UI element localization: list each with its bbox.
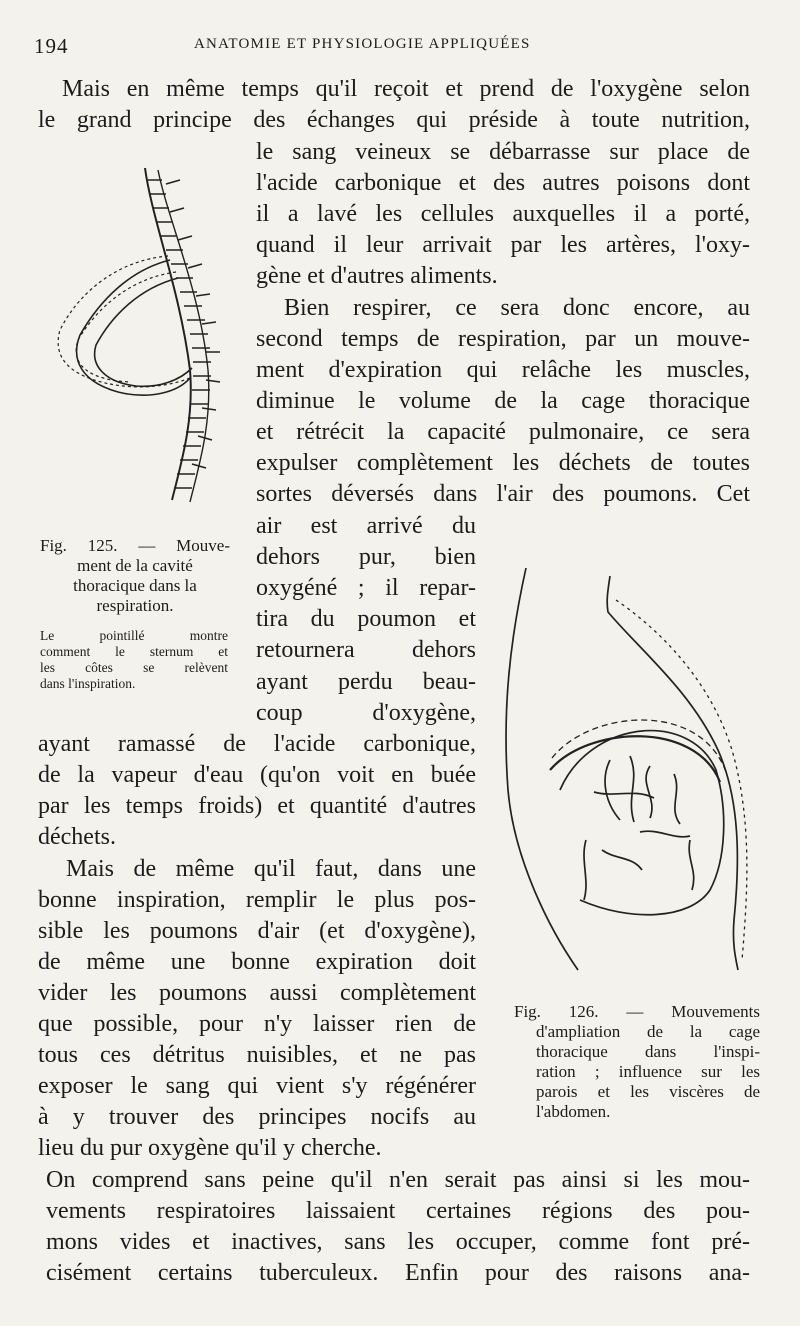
- text-line: le grand principe des échanges qui préside à toute nutrition,: [38, 107, 750, 133]
- caption-line: thoracique dans l'inspi-: [536, 1042, 760, 1061]
- text-line: et rétrécit la capacité pulmonaire, ce sera: [256, 419, 750, 445]
- note-line: dans l'inspiration.: [40, 676, 136, 691]
- text-line: exposer le sang qui vient s'y régénérer: [38, 1073, 476, 1099]
- text-line: quand il leur arrivait par les artères, l'oxy-: [256, 232, 750, 258]
- text-line: Bien respirer, ce sera donc encore, au: [284, 295, 750, 321]
- text-line: de même une bonne expiration doit: [38, 949, 476, 975]
- caption-line: thoracique dans la: [73, 576, 197, 595]
- text-line: mons vides et inactives, sans les occuper, comme font pré-: [46, 1229, 750, 1255]
- caption-line: respiration.: [96, 596, 174, 615]
- caption-line: l'abdomen.: [536, 1102, 611, 1121]
- text-line: On comprend sans peine qu'il n'en serait pas ainsi si les mou-: [46, 1167, 750, 1193]
- caption-line: Fig. 125. — Mouve-: [40, 536, 230, 555]
- text-line: sible les poumons d'air (et d'oxygène),: [38, 918, 476, 944]
- text-line: expulser complètement les déchets de toutes: [256, 450, 750, 476]
- caption-line: parois et les viscères de: [536, 1082, 760, 1101]
- text-line: air est arrivé du: [256, 513, 476, 539]
- running-title: ANATOMIE ET PHYSIOLOGIE APPLIQUÉES: [194, 36, 531, 52]
- figure-125-illustration: [40, 160, 255, 520]
- text-line: dehors pur, bien: [256, 544, 476, 570]
- caption-line: ration ; influence sur les: [536, 1062, 760, 1081]
- text-line: gène et d'autres aliments.: [256, 263, 498, 289]
- text-line: par les temps froids) et quantité d'autres: [38, 793, 476, 819]
- text-line: second temps de respiration, par un mouve-: [256, 326, 750, 352]
- text-line: ayant perdu beau-: [256, 669, 476, 695]
- figure-126-illustration: [490, 560, 770, 980]
- text-line: retournera dehors: [256, 637, 476, 663]
- text-line: cisément certains tuberculeux. Enfin pour des raisons ana-: [46, 1260, 750, 1286]
- text-line: diminue le volume de la cage thoracique: [256, 388, 750, 414]
- text-line: déchets.: [38, 824, 116, 850]
- text-line: tira du poumon et: [256, 606, 476, 632]
- note-line: comment le sternum et: [40, 644, 228, 659]
- page-header: [0, 28, 800, 58]
- note-line: les côtes se relèvent: [40, 660, 228, 675]
- note-line: Le pointillé montre: [40, 628, 228, 643]
- text-line: il a lavé les cellules auxquelles il a porté,: [256, 201, 750, 227]
- text-line: vements respiratoires laissaient certaines régions des pou-: [46, 1198, 750, 1224]
- text-line: Mais de même qu'il faut, dans une: [66, 856, 476, 882]
- caption-line: ment de la cavité: [77, 556, 193, 575]
- text-line: ment d'expiration qui relâche les muscles,: [256, 357, 750, 383]
- figure-125-note: [40, 628, 228, 692]
- text-line: vider les poumons aussi complètement: [38, 980, 476, 1006]
- figure-126-caption: [514, 1002, 760, 1122]
- text-line: sortes déversés dans l'air des poumons. Cet: [256, 481, 750, 507]
- caption-line: Fig. 126. — Mouvements: [514, 1002, 760, 1021]
- text-line: que possible, pour n'y laisser rien de: [38, 1011, 476, 1037]
- text-line: tous ces détritus nuisibles, et ne pas: [38, 1042, 476, 1068]
- page-number: 194: [34, 34, 69, 58]
- figure-125-drawing: [40, 160, 255, 520]
- text-line: l'acide carbonique et des autres poisons dont: [256, 170, 750, 196]
- caption-line: d'ampliation de la cage: [536, 1022, 760, 1041]
- text-line: Mais en même temps qu'il reçoit et prend de l'oxygène selon: [62, 76, 750, 102]
- text-line: ayant ramassé de l'acide carbonique,: [38, 731, 476, 757]
- text-line: coup d'oxygène,: [256, 700, 476, 726]
- text-line: le sang veineux se débarrasse sur place de: [256, 139, 750, 165]
- text-line: oxygéné ; il repar-: [256, 575, 476, 601]
- text-line: de la vapeur d'eau (qu'on voit en buée: [38, 762, 476, 788]
- figure-126-drawing: [490, 560, 770, 980]
- figure-125-caption: [40, 536, 230, 616]
- text-line: lieu du pur oxygène qu'il y cherche.: [38, 1135, 382, 1161]
- text-line: bonne inspiration, remplir le plus pos-: [38, 887, 476, 913]
- text-line: à y trouver des principes nocifs au: [38, 1104, 476, 1130]
